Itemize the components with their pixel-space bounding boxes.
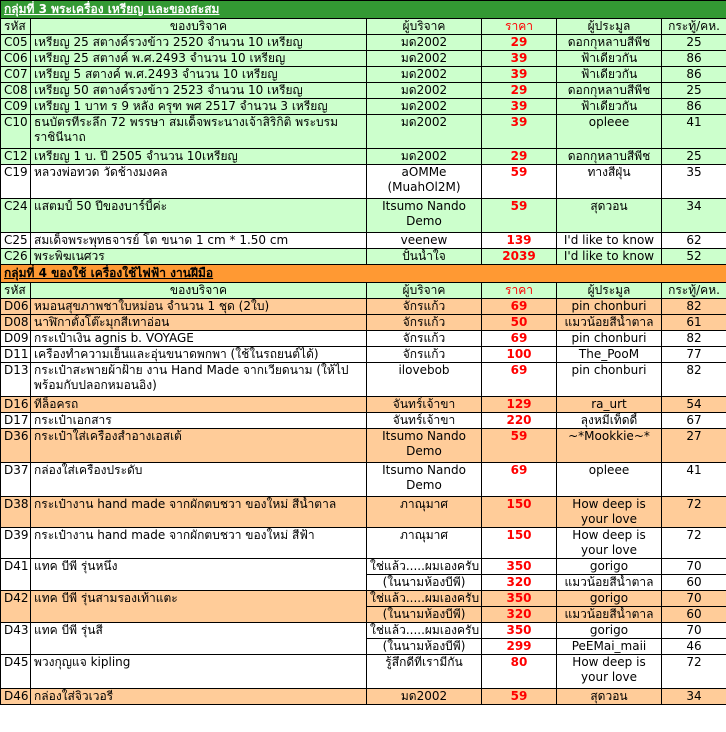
cell-item: กล่องใส่จิวเวอรี่ [31,689,367,705]
cell-code: D43 [1,623,31,655]
cell-code: C07 [1,67,31,83]
cell-code: C05 [1,35,31,51]
cell-price: 69 [482,463,557,497]
cell-item: กระเป๋าเงิน agnis b. VOYAGE [31,331,367,347]
cell-item: กระเป๋าใส่เครื่องสำอางเอสเต้ [31,429,367,463]
cell-thread: 82 [662,331,726,347]
cell-bidder: pin chonburi [557,363,662,397]
cell-donor: มด2002 [367,35,482,51]
cell-item: นาฬิกาตั้งโต๊ะมุกสีเทาอ่อน [31,315,367,331]
cell-item: แทค บีพี รุ่นสี่ [31,623,367,655]
cell-code: D08 [1,315,31,331]
column-header-bidder: ผู้ประมูล [557,19,662,35]
cell-bidder: แมวน้อยสีน้ำตาล [557,575,662,591]
cell-item: สมเด็จพระพุทธจารย์ โต ขนาด 1 cm * 1.50 cm [31,233,367,249]
cell-item: แทค บีพี รุ่นหนึ่ง [31,559,367,591]
cell-donor: (ในนามห้องบีพี) [367,575,482,591]
cell-thread: 72 [662,497,726,528]
cell-donor: มด2002 [367,115,482,149]
cell-thread: 60 [662,607,726,623]
cell-item: แสตมป์ 50 ปีของบาร์บี้ค่ะ [31,199,367,233]
cell-item: หมอนสุขภาพชาใบหม่อน จำนวน 1 ชุด (2ใบ) [31,299,367,315]
cell-thread: 86 [662,67,726,83]
table-row [1,233,726,249]
cell-code: D37 [1,463,31,497]
cell-item: กระเป๋างาน hand made จากผักตบชวา ของใหม่ สีน้ำตาล [31,497,367,528]
cell-thread: 60 [662,575,726,591]
auction-table-body [1,1,726,705]
cell-bidder: ดอกกุหลาบสีพีช [557,35,662,51]
cell-thread: 86 [662,51,726,67]
cell-code: C24 [1,199,31,233]
cell-price: 39 [482,115,557,149]
cell-item: เหรียญ 25 สตางค์ พ.ศ.2493 จำนวน 10 เหรียญ [31,51,367,67]
column-header-thread: กระทู้/คห. [662,283,726,299]
cell-donor: จันทร์เจ้าขา [367,397,482,413]
cell-thread: 27 [662,429,726,463]
table-row [1,623,726,639]
cell-price: 29 [482,35,557,51]
table-row [1,528,726,559]
cell-thread: 25 [662,149,726,165]
cell-donor: จักรแก้ว [367,347,482,363]
cell-price: 320 [482,575,557,591]
cell-item: กล่องใส่เครื่องประดับ [31,463,367,497]
cell-code: D45 [1,655,31,689]
cell-bidder: opleee [557,463,662,497]
cell-bidder: แมวน้อยสีน้ำตาล [557,607,662,623]
cell-code: C25 [1,233,31,249]
section-header-row [1,265,726,283]
cell-thread: 52 [662,249,726,265]
cell-thread: 72 [662,655,726,689]
column-header-price: ราคา [482,283,557,299]
cell-bidder: ทางสีฝุ่น [557,165,662,199]
cell-bidder: ดอกกุหลาบสีพีช [557,83,662,99]
cell-item: แทค บีพี รุ่นสามรองเท้าแตะ [31,591,367,623]
cell-item: เหรียญ 25 สตางค์รวงข้าว 2520 จำนวน 10 เหรียญ [31,35,367,51]
cell-thread: 86 [662,99,726,115]
table-row [1,347,726,363]
cell-bidder: สุดวอน [557,689,662,705]
cell-bidder: opleee [557,115,662,149]
cell-thread: 25 [662,83,726,99]
table-row [1,315,726,331]
cell-code: D13 [1,363,31,397]
cell-thread: 46 [662,639,726,655]
section-title: กลุ่มที่ 3 พระเครื่อง เหรียญ และของสะสม [1,1,726,19]
cell-bidder: The_PooM [557,347,662,363]
cell-item: พระพิฆเนศวร [31,249,367,265]
cell-donor: ภาณุมาศ [367,497,482,528]
table-row [1,559,726,575]
cell-code: C08 [1,83,31,99]
cell-thread: 25 [662,35,726,51]
cell-item: เหรียญ 1 บาท ร 9 หลัง ครุฑ พศ 2517 จำนวน 3 เหรียญ [31,99,367,115]
cell-donor: Itsumo Nando Demo [367,199,482,233]
cell-thread: 82 [662,299,726,315]
cell-code: C06 [1,51,31,67]
cell-price: 69 [482,299,557,315]
cell-bidder: ฟ้าเดียวกัน [557,99,662,115]
cell-donor: ใช่แล้ว.....ผมเองครับ [367,591,482,607]
column-header-bidder: ผู้ประมูล [557,283,662,299]
table-row [1,429,726,463]
cell-code: D17 [1,413,31,429]
cell-price: 69 [482,363,557,397]
column-header-code: รหัส [1,19,31,35]
table-row [1,299,726,315]
cell-donor: ใช่แล้ว.....ผมเองครับ [367,559,482,575]
cell-price: 50 [482,315,557,331]
column-header-donor: ผู้บริจาค [367,283,482,299]
table-row [1,249,726,265]
table-row [1,591,726,607]
cell-bidder: สุดวอน [557,199,662,233]
cell-thread: 67 [662,413,726,429]
cell-thread: 35 [662,165,726,199]
column-header-row [1,283,726,299]
cell-bidder: ลุงหมีเท็ดดี้ [557,413,662,429]
cell-bidder: PeEMai_maii [557,639,662,655]
cell-code: C09 [1,99,31,115]
cell-code: D11 [1,347,31,363]
cell-bidder: I'd like to know [557,249,662,265]
cell-item: เหรียญ 50 สตางค์รวงข้าว 2523 จำนวน 10 เหรียญ [31,83,367,99]
cell-thread: 82 [662,363,726,397]
cell-donor: มด2002 [367,99,482,115]
cell-thread: 41 [662,115,726,149]
column-header-code: รหัส [1,283,31,299]
cell-bidder: pin chonburi [557,299,662,315]
cell-thread: 61 [662,315,726,331]
cell-bidder: pin chonburi [557,331,662,347]
cell-item: ธนบัตรที่ระลึก 72 พรรษา สมเด็จพระนางเจ้าสิริกิติ พระบรมราชินีนาถ [31,115,367,149]
cell-code: D42 [1,591,31,623]
cell-price: 350 [482,623,557,639]
cell-donor: มด2002 [367,149,482,165]
table-row [1,115,726,149]
cell-bidder: How deep is your love [557,528,662,559]
cell-item: กระเป๋าเอกสาร [31,413,367,429]
column-header-row [1,19,726,35]
cell-code: C19 [1,165,31,199]
table-row [1,689,726,705]
cell-item: ที่ล็อครถ [31,397,367,413]
cell-donor: จักรแก้ว [367,331,482,347]
cell-price: 39 [482,51,557,67]
cell-code: D16 [1,397,31,413]
cell-item: เครื่องทำความเย็นและอุ่นขนาดพกพา (ใช้ในรถยนต์ได้) [31,347,367,363]
table-row [1,413,726,429]
cell-bidder: ดอกกุหลาบสีพีช [557,149,662,165]
cell-thread: 70 [662,559,726,575]
cell-donor: ปั้นน้ำใจ [367,249,482,265]
cell-price: 150 [482,497,557,528]
cell-thread: 72 [662,528,726,559]
cell-price: 80 [482,655,557,689]
cell-bidder: ฟ้าเดียวกัน [557,67,662,83]
cell-thread: 70 [662,623,726,639]
cell-code: D06 [1,299,31,315]
cell-code: D41 [1,559,31,591]
cell-price: 150 [482,528,557,559]
cell-price: 59 [482,429,557,463]
cell-price: 39 [482,67,557,83]
cell-donor: ilovebob [367,363,482,397]
cell-donor: ภาณุมาศ [367,528,482,559]
cell-bidder: How deep is your love [557,655,662,689]
cell-item: เหรียญ 5 สตางค์ พ.ศ.2493 จำนวน 10 เหรียญ [31,67,367,83]
cell-donor: ใช่แล้ว.....ผมเองครับ [367,623,482,639]
column-header-thread: กระทู้/คห. [662,19,726,35]
table-row [1,51,726,67]
cell-price: 100 [482,347,557,363]
section-title: กลุ่มที่ 4 ของใช้ เครื่องใช้ไฟฟ้า งานฝีมือ [1,265,726,283]
cell-code: D39 [1,528,31,559]
cell-price: 2039 [482,249,557,265]
cell-donor: Itsumo Nando Demo [367,429,482,463]
column-header-price: ราคา [482,19,557,35]
cell-thread: 77 [662,347,726,363]
cell-price: 129 [482,397,557,413]
table-row [1,35,726,51]
cell-price: 39 [482,99,557,115]
cell-thread: 41 [662,463,726,497]
cell-bidder: ra_urt [557,397,662,413]
cell-bidder: gorigo [557,623,662,639]
column-header-item: ของบริจาค [31,19,367,35]
cell-code: D36 [1,429,31,463]
cell-price: 320 [482,607,557,623]
cell-donor: รู้สึกดีที่เรามีกัน [367,655,482,689]
cell-code: D38 [1,497,31,528]
cell-donor: aOMMe (MuahOl2M) [367,165,482,199]
cell-price: 350 [482,559,557,575]
cell-donor: มด2002 [367,51,482,67]
cell-bidder: ฟ้าเดียวกัน [557,51,662,67]
cell-item: หลวงพ่อทวด วัดช้างมงคล [31,165,367,199]
table-row [1,397,726,413]
cell-bidder: How deep is your love [557,497,662,528]
cell-donor: veenew [367,233,482,249]
cell-thread: 34 [662,689,726,705]
cell-thread: 62 [662,233,726,249]
table-row [1,363,726,397]
cell-bidder: I'd like to know [557,233,662,249]
column-header-item: ของบริจาค [31,283,367,299]
cell-donor: มด2002 [367,83,482,99]
cell-code: C26 [1,249,31,265]
cell-item: กระเป๋างาน hand made จากผักตบชวา ของใหม่ สีฟ้า [31,528,367,559]
table-row [1,331,726,347]
cell-price: 29 [482,83,557,99]
cell-code: C12 [1,149,31,165]
cell-price: 29 [482,149,557,165]
cell-code: C10 [1,115,31,149]
cell-bidder: gorigo [557,559,662,575]
cell-thread: 54 [662,397,726,413]
cell-donor: จักรแก้ว [367,315,482,331]
table-row [1,149,726,165]
table-row [1,199,726,233]
cell-bidder: gorigo [557,591,662,607]
cell-price: 69 [482,331,557,347]
table-row [1,497,726,528]
cell-price: 299 [482,639,557,655]
cell-thread: 34 [662,199,726,233]
cell-price: 350 [482,591,557,607]
cell-price: 220 [482,413,557,429]
cell-code: D09 [1,331,31,347]
cell-price: 59 [482,199,557,233]
table-row [1,655,726,689]
cell-thread: 70 [662,591,726,607]
table-row [1,83,726,99]
cell-donor: จักรแก้ว [367,299,482,315]
cell-price: 139 [482,233,557,249]
cell-bidder: ~*Mookkie~* [557,429,662,463]
cell-donor: (ในนามห้องบีพี) [367,607,482,623]
cell-donor: Itsumo Nando Demo [367,463,482,497]
cell-code: D46 [1,689,31,705]
cell-item: กระเป๋าสะพายผ้าฝ้าย งาน Hand Made จากเวียดนาม (ให้ไป พร้อมกับปลอกหมอนอิง) [31,363,367,397]
section-header-row [1,1,726,19]
cell-donor: จันทร์เจ้าขา [367,413,482,429]
table-row [1,67,726,83]
cell-donor: มด2002 [367,67,482,83]
cell-price: 59 [482,689,557,705]
cell-item: พวงกุญแจ kipling [31,655,367,689]
column-header-donor: ผู้บริจาค [367,19,482,35]
table-row [1,463,726,497]
cell-donor: (ในนามห้องบีพี) [367,639,482,655]
table-row [1,165,726,199]
cell-bidder: แมวน้อยสีน้ำตาล [557,315,662,331]
table-row [1,99,726,115]
cell-donor: มด2002 [367,689,482,705]
cell-price: 59 [482,165,557,199]
cell-item: เหรียญ 1 บ. ปี 2505 จำนวน 10เหรียญ [31,149,367,165]
